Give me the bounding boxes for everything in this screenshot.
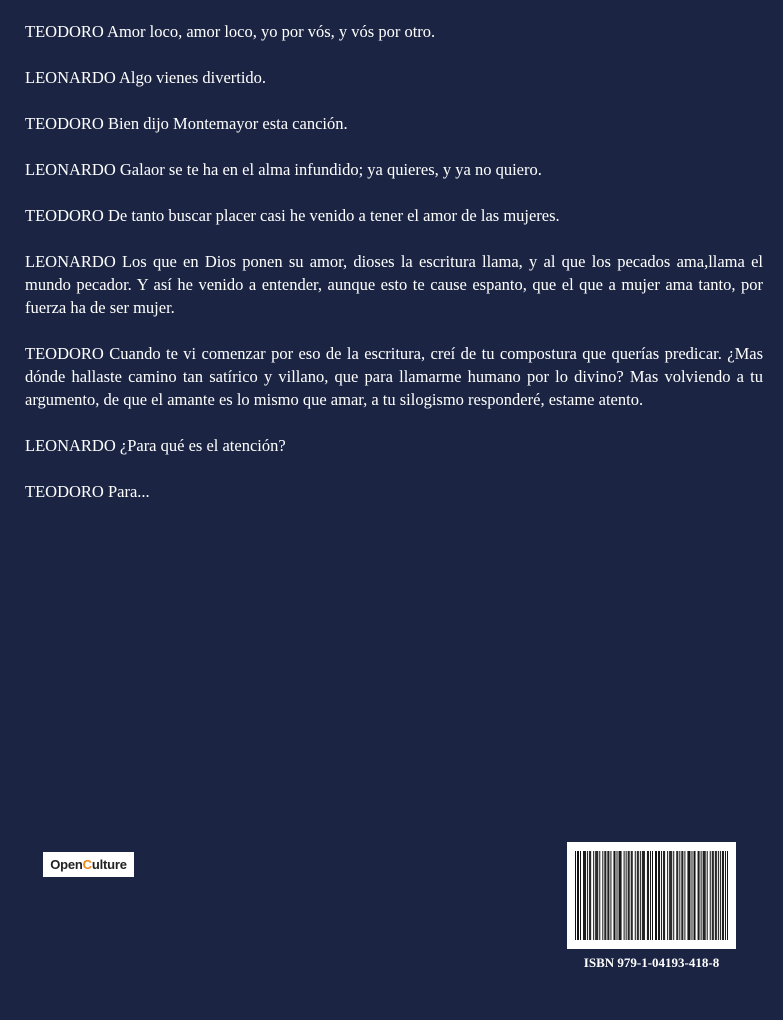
barcode-bar <box>723 851 724 940</box>
barcode-bar <box>607 851 608 940</box>
barcode-bar <box>608 851 609 940</box>
logo-c-mark: C <box>82 857 92 872</box>
dialogue-line: LEONARDO Los que en Dios ponen su amor, dioses la escritura llama, y al que los pecados ama,llama el mundo pecador. Y así he venido a entender, aunque esto te cause espanto, que el que a mujer ama tanto, por fuerza ha de ser mujer. <box>25 252 763 317</box>
barcode-bar <box>658 851 659 940</box>
barcode-bar <box>681 851 682 940</box>
dialogue-line: LEONARDO Galaor se te ha en el alma infundido; ya quieres, y ya no quiero. <box>25 160 542 179</box>
dialogue-line: TEODORO De tanto buscar placer casi he venido a tener el amor de las mujeres. <box>25 206 560 225</box>
barcode-bar <box>692 851 693 940</box>
barcode-bar <box>727 851 728 940</box>
barcode-bar <box>679 851 680 940</box>
dialogue-line: TEODORO Amor loco, amor loco, yo por vós, y vós por otro. <box>25 22 436 41</box>
barcode-bar <box>599 851 600 940</box>
barcode-bar <box>590 851 591 940</box>
dialogue-line: LEONARDO Algo vienes divertido. <box>25 68 267 87</box>
barcode-bars <box>575 851 728 940</box>
barcode-bar <box>720 851 721 940</box>
barcode-bar <box>632 851 633 940</box>
barcode-bar <box>687 851 688 940</box>
barcode-bar <box>673 851 674 940</box>
barcode-bar <box>628 851 629 940</box>
barcode-bar <box>624 851 625 940</box>
barcode-bar <box>688 851 689 940</box>
barcode-bar <box>617 851 618 940</box>
barcode-bar <box>620 851 621 940</box>
dialogue-line: TEODORO Cuando te vi comenzar por eso de la escritura, creí de tu compostura que querías predicar. ¿Mas dónde hallaste camino tan satírico y villano, que para llamarme humano por lo divino? Mas volviendo a tu argumento, de que el amante es lo mismo que amar, a tu silogismo responderé, estame atento. <box>25 344 763 409</box>
barcode-bar <box>682 851 683 940</box>
barcode-bar <box>637 851 638 940</box>
barcode-bar <box>605 851 606 940</box>
barcode-bar <box>703 851 704 940</box>
barcode-bar <box>648 851 649 940</box>
barcode-bar <box>694 851 695 940</box>
barcode-bar <box>722 851 723 940</box>
barcode-bar <box>676 851 677 940</box>
barcode-bar <box>655 851 656 940</box>
barcode-bar <box>684 851 685 940</box>
barcode-bar <box>629 851 630 940</box>
barcode-bar <box>725 851 726 940</box>
barcode-bar <box>690 851 691 940</box>
barcode-bar <box>597 851 598 940</box>
barcode-bar <box>707 851 708 940</box>
barcode-bar <box>614 851 615 940</box>
barcode-bar <box>647 851 648 940</box>
barcode-bar <box>584 851 585 940</box>
barcode <box>567 842 736 949</box>
isbn-label: ISBN 979-1-04193-418-8 <box>583 955 720 970</box>
barcode-bar <box>589 851 590 940</box>
barcode-bar <box>704 851 705 940</box>
barcode-bar <box>575 851 576 940</box>
barcode-bar <box>644 851 645 940</box>
barcode-bar <box>615 851 616 940</box>
barcode-bar <box>669 851 670 940</box>
barcode-bar <box>710 851 711 940</box>
barcode-bar <box>663 851 664 940</box>
barcode-bar <box>587 851 588 940</box>
barcode-bar <box>705 851 706 940</box>
barcode-bar <box>619 851 620 940</box>
barcode-bar <box>610 851 611 940</box>
barcode-bar <box>652 851 653 940</box>
barcode-bar <box>640 851 641 940</box>
barcode-bar <box>621 851 622 940</box>
barcode-bar <box>602 851 603 940</box>
barcode-bar <box>715 851 716 940</box>
barcode-bar <box>659 851 660 940</box>
barcode-bar <box>577 851 578 940</box>
barcode-bar <box>713 851 714 940</box>
barcode-bar <box>643 851 644 940</box>
main-text <box>25 20 763 526</box>
barcode-bar <box>718 851 719 940</box>
barcode-bar <box>667 851 668 940</box>
barcode-bar <box>712 851 713 940</box>
publisher-logo <box>43 852 134 877</box>
barcode-bar <box>580 851 581 940</box>
barcode-bar <box>701 851 702 940</box>
barcode-bar <box>670 851 671 940</box>
logo-text-suffix: ulture <box>91 857 127 872</box>
barcode-bar <box>664 851 665 940</box>
barcode-bar <box>638 851 639 940</box>
dialogue-line: TEODORO Para... <box>25 482 150 501</box>
barcode-bar <box>650 851 651 940</box>
barcode-bar <box>677 851 678 940</box>
barcode-bar <box>595 851 596 940</box>
barcode-bar <box>585 851 586 940</box>
dialogue-line: TEODORO Bien dijo Montemayor esta canción. <box>25 114 348 133</box>
barcode-bar <box>578 851 579 940</box>
barcode-bar <box>716 851 717 940</box>
dialogue-line: LEONARDO ¿Para qué es el atención? <box>25 436 286 455</box>
barcode-bar <box>593 851 594 940</box>
barcode-bar <box>671 851 672 940</box>
barcode-bar <box>699 851 700 940</box>
barcode-bar <box>631 851 632 940</box>
barcode-bar <box>583 851 584 940</box>
barcode-bar <box>596 851 597 940</box>
barcode-bar <box>695 851 696 940</box>
barcode-bar <box>698 851 699 940</box>
barcode-bar <box>604 851 605 940</box>
barcode-bar <box>626 851 627 940</box>
barcode-bar <box>635 851 636 940</box>
barcode-bar <box>656 851 657 940</box>
barcode-bar <box>661 851 662 940</box>
logo-text-prefix: Open <box>50 857 83 872</box>
barcode-bar <box>642 851 643 940</box>
